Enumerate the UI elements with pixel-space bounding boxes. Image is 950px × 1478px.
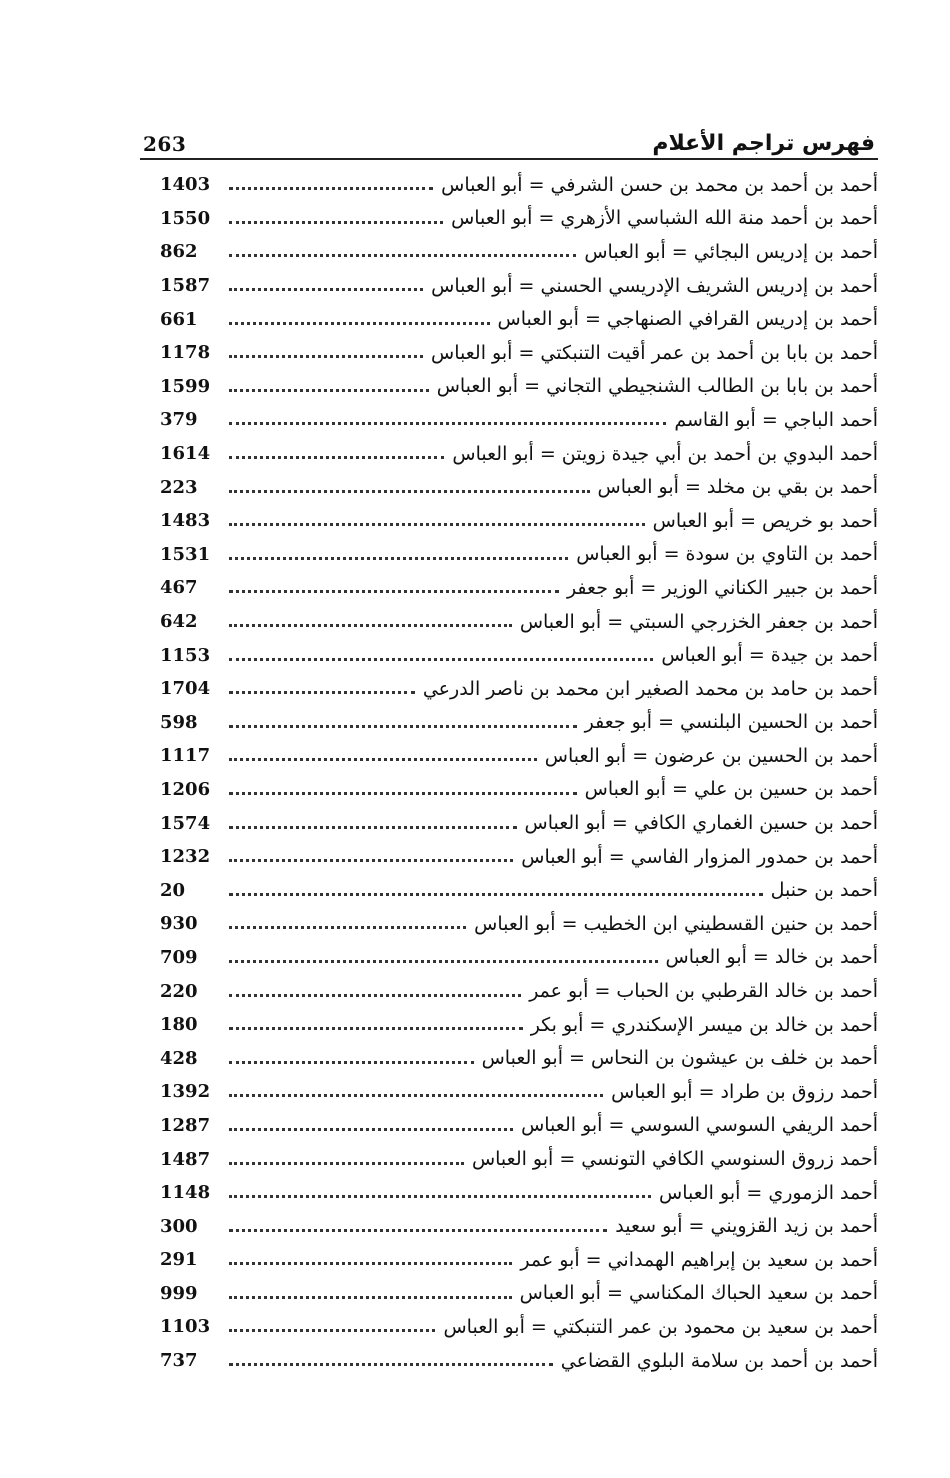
dot-leader (229, 792, 577, 795)
dot-leader (229, 523, 645, 526)
entry-name: أحمد بن جيدة = أبو العباس (661, 644, 878, 667)
dot-leader (229, 1094, 603, 1097)
entry-page-number: 20 (160, 879, 186, 901)
entry-page-number: 999 (160, 1282, 198, 1304)
index-entry (160, 1277, 878, 1311)
index-list (160, 168, 878, 1377)
entry-page-number: 467 (160, 577, 198, 599)
dot-leader (229, 557, 568, 560)
entry-page-number: 642 (160, 611, 198, 633)
index-entry (160, 1176, 878, 1210)
entry-name: أحمد الريفي السوسي السوسي = أبو العباس (521, 1114, 878, 1137)
index-entry (160, 1008, 878, 1042)
entry-page-number: 1574 (160, 812, 211, 834)
entry-name: أحمد بن الحسين البلنسي = أبو جعفر (584, 711, 878, 734)
index-entry (160, 739, 878, 773)
index-entry (160, 571, 878, 605)
entry-name: أحمد بن الحسين بن عرضون = أبو العباس (544, 744, 878, 767)
entry-page-number: 930 (160, 913, 198, 935)
entry-name: أحمد بن سعيد الحباك المكناسي = أبو العباس (519, 1282, 878, 1305)
entry-page-number: 1587 (160, 275, 211, 297)
entry-name: أحمد بن زيد القزويني = أبو سعيد (615, 1215, 878, 1238)
entry-page-number: 300 (160, 1215, 198, 1237)
entry-name: أحمد بن خالد بن ميسر الإسكندري = أبو بكر (530, 1013, 878, 1036)
index-entry (160, 1209, 878, 1243)
index-entry (160, 873, 878, 907)
index-entry (160, 269, 878, 303)
entry-name: أحمد بن حنين القسطيني ابن الخطيب = أبو العباس (474, 912, 878, 935)
index-entry (160, 1075, 878, 1109)
entry-page-number: 1614 (160, 443, 211, 465)
index-entry (160, 1310, 878, 1344)
entry-page-number: 598 (160, 711, 198, 733)
index-entry (160, 504, 878, 538)
entry-name: أحمد بن حسين بن علي = أبو العباس (584, 778, 878, 801)
entry-page-number: 1178 (160, 342, 211, 364)
entry-page-number: 291 (160, 1249, 198, 1271)
dot-leader (229, 490, 590, 493)
entry-page-number: 1148 (160, 1182, 211, 1204)
entry-name: أحمد بن حمدور المزوار الفاسي = أبو العباس (521, 845, 878, 868)
page-number: 263 (143, 132, 187, 156)
entry-page-number: 862 (160, 241, 198, 263)
index-entry (160, 403, 878, 437)
dot-leader (229, 355, 423, 358)
index-entry (160, 706, 878, 740)
index-entry (160, 1142, 878, 1176)
dot-leader (229, 1195, 651, 1198)
entry-name: أحمد بن حامد بن محمد الصغير ابن محمد بن ناصر الدرعي (422, 677, 878, 700)
index-entry (160, 605, 878, 639)
dot-leader (229, 187, 433, 190)
index-entry (160, 1109, 878, 1143)
dot-leader (229, 1329, 435, 1332)
entry-name: أحمد الباجي = أبو القاسم (674, 408, 878, 431)
index-entry (160, 336, 878, 370)
entry-name: أحمد بو خريص = أبو العباس (652, 509, 878, 532)
dot-leader (229, 254, 576, 257)
entry-page-number: 1232 (160, 846, 211, 868)
entry-name: أحمد بن بابا بن أحمد بن عمر أقيت التنبكتي = أبو العباس (431, 341, 878, 364)
index-entry (160, 1243, 878, 1277)
index-entry (160, 302, 878, 336)
dot-leader (229, 1363, 553, 1366)
entry-page-number: 220 (160, 980, 198, 1002)
dot-leader (229, 1262, 512, 1265)
dot-leader (229, 658, 653, 661)
index-entry (160, 773, 878, 807)
index-entry (160, 538, 878, 572)
entry-page-number: 180 (160, 1014, 198, 1036)
index-entry (160, 840, 878, 874)
page-header (143, 120, 875, 156)
entry-page-number: 661 (160, 308, 198, 330)
entry-page-number: 223 (160, 476, 198, 498)
entry-page-number: 1206 (160, 778, 211, 800)
entry-name: أحمد بن بقي بن مخلد = أبو العباس (597, 476, 878, 499)
index-entry (160, 672, 878, 706)
entry-name: أحمد بن إدريس الشريف الإدريسي الحسني = أبو العباس (431, 274, 878, 297)
running-title: فهرس تراجم الأعلام (652, 131, 875, 156)
dot-leader (229, 624, 512, 627)
entry-name: أحمد بن جعفر الخزرجي السبتي = أبو العباس (519, 610, 878, 633)
dot-leader (229, 221, 443, 224)
index-entry (160, 437, 878, 471)
entry-page-number: 379 (160, 409, 198, 431)
entry-page-number: 1704 (160, 678, 211, 700)
index-entry (160, 235, 878, 269)
entry-name: أحمد بن جبير الكناني الوزير = أبو جعفر (566, 576, 878, 599)
dot-leader (229, 590, 559, 593)
index-entry (160, 202, 878, 236)
index-entry (160, 941, 878, 975)
entry-page-number: 1483 (160, 510, 211, 532)
header-rule (140, 158, 878, 160)
entry-name: أحمد بن حنبل (770, 879, 878, 902)
index-entry (160, 168, 878, 202)
entry-name: أحمد بن بابا بن الطالب الشنجيطي التجاني = أبو العباس (436, 375, 878, 398)
entry-name: أحمد بن سعيد بن إبراهيم الهمداني = أبو عمر (520, 1248, 878, 1271)
entry-page-number: 1103 (160, 1316, 211, 1338)
dot-leader (229, 893, 763, 896)
index-entry (160, 370, 878, 404)
entry-page-number: 1487 (160, 1148, 211, 1170)
dot-leader (229, 758, 537, 761)
dot-leader (229, 456, 444, 459)
index-entry (160, 974, 878, 1008)
entry-page-number: 1599 (160, 375, 211, 397)
entry-name: أحمد رزوق بن طراد = أبو العباس (611, 1080, 878, 1103)
dot-leader (229, 288, 423, 291)
entry-name: أحمد البدوي بن أحمد بن أبي جيدة زويتن = أبو العباس (452, 442, 878, 465)
index-entry (160, 1041, 878, 1075)
entry-name: أحمد بن أحمد بن سلامة البلوي القضاعي (560, 1349, 878, 1372)
entry-page-number: 737 (160, 1350, 198, 1372)
index-entry (160, 806, 878, 840)
dot-leader (229, 322, 490, 325)
entry-name: أحمد بن أحمد منة الله الشباسي الأزهري = أبو العباس (451, 207, 878, 230)
entry-name: أحمد بن خالد = أبو العباس (665, 946, 878, 969)
entry-page-number: 428 (160, 1047, 198, 1069)
entry-name: أحمد بن خلف بن عيشون بن النحاس = أبو العباس (481, 1047, 878, 1070)
dot-leader (229, 960, 658, 963)
entry-name: أحمد بن حسين الغماري الكافي = أبو العباس (524, 812, 878, 835)
index-entry (160, 638, 878, 672)
entry-page-number: 1392 (160, 1081, 211, 1103)
entry-name: أحمد الزموري = أبو العباس (659, 1181, 878, 1204)
dot-leader (229, 859, 513, 862)
entry-page-number: 1117 (160, 745, 211, 767)
entry-name: أحمد بن سعيد بن محمود بن عمر التنبكتي = أبو العباس (443, 1315, 878, 1338)
entry-page-number: 709 (160, 946, 198, 968)
entry-name: أحمد بن خالد القرطبي بن الحباب = أبو عمر (529, 980, 878, 1003)
entry-page-number: 1531 (160, 543, 211, 565)
entry-page-number: 1403 (160, 174, 211, 196)
dot-leader (229, 1296, 512, 1299)
dot-leader (229, 1162, 464, 1165)
dot-leader (229, 1061, 474, 1064)
dot-leader (229, 1229, 607, 1232)
dot-leader (229, 994, 521, 997)
entry-name: أحمد بن إدريس البجائي = أبو العباس (584, 240, 878, 263)
dot-leader (229, 926, 466, 929)
entry-page-number: 1550 (160, 207, 211, 229)
dot-leader (229, 422, 666, 425)
dot-leader (229, 389, 429, 392)
entry-name: أحمد بن التاوي بن سودة = أبو العباس (576, 543, 878, 566)
index-entry (160, 1344, 878, 1378)
dot-leader (229, 1128, 513, 1131)
dot-leader (229, 691, 415, 694)
dot-leader (229, 725, 577, 728)
index-entry (160, 907, 878, 941)
dot-leader (229, 1027, 523, 1030)
dot-leader (229, 826, 517, 829)
entry-name: أحمد بن إدريس القرافي الصنهاجي = أبو العباس (497, 308, 878, 331)
entry-name: أحمد زروق السنوسي الكافي التونسي = أبو العباس (471, 1148, 878, 1171)
entry-page-number: 1153 (160, 644, 211, 666)
entry-page-number: 1287 (160, 1114, 211, 1136)
index-entry (160, 470, 878, 504)
entry-name: أحمد بن أحمد بن محمد بن حسن الشرفي = أبو العباس (441, 173, 878, 196)
